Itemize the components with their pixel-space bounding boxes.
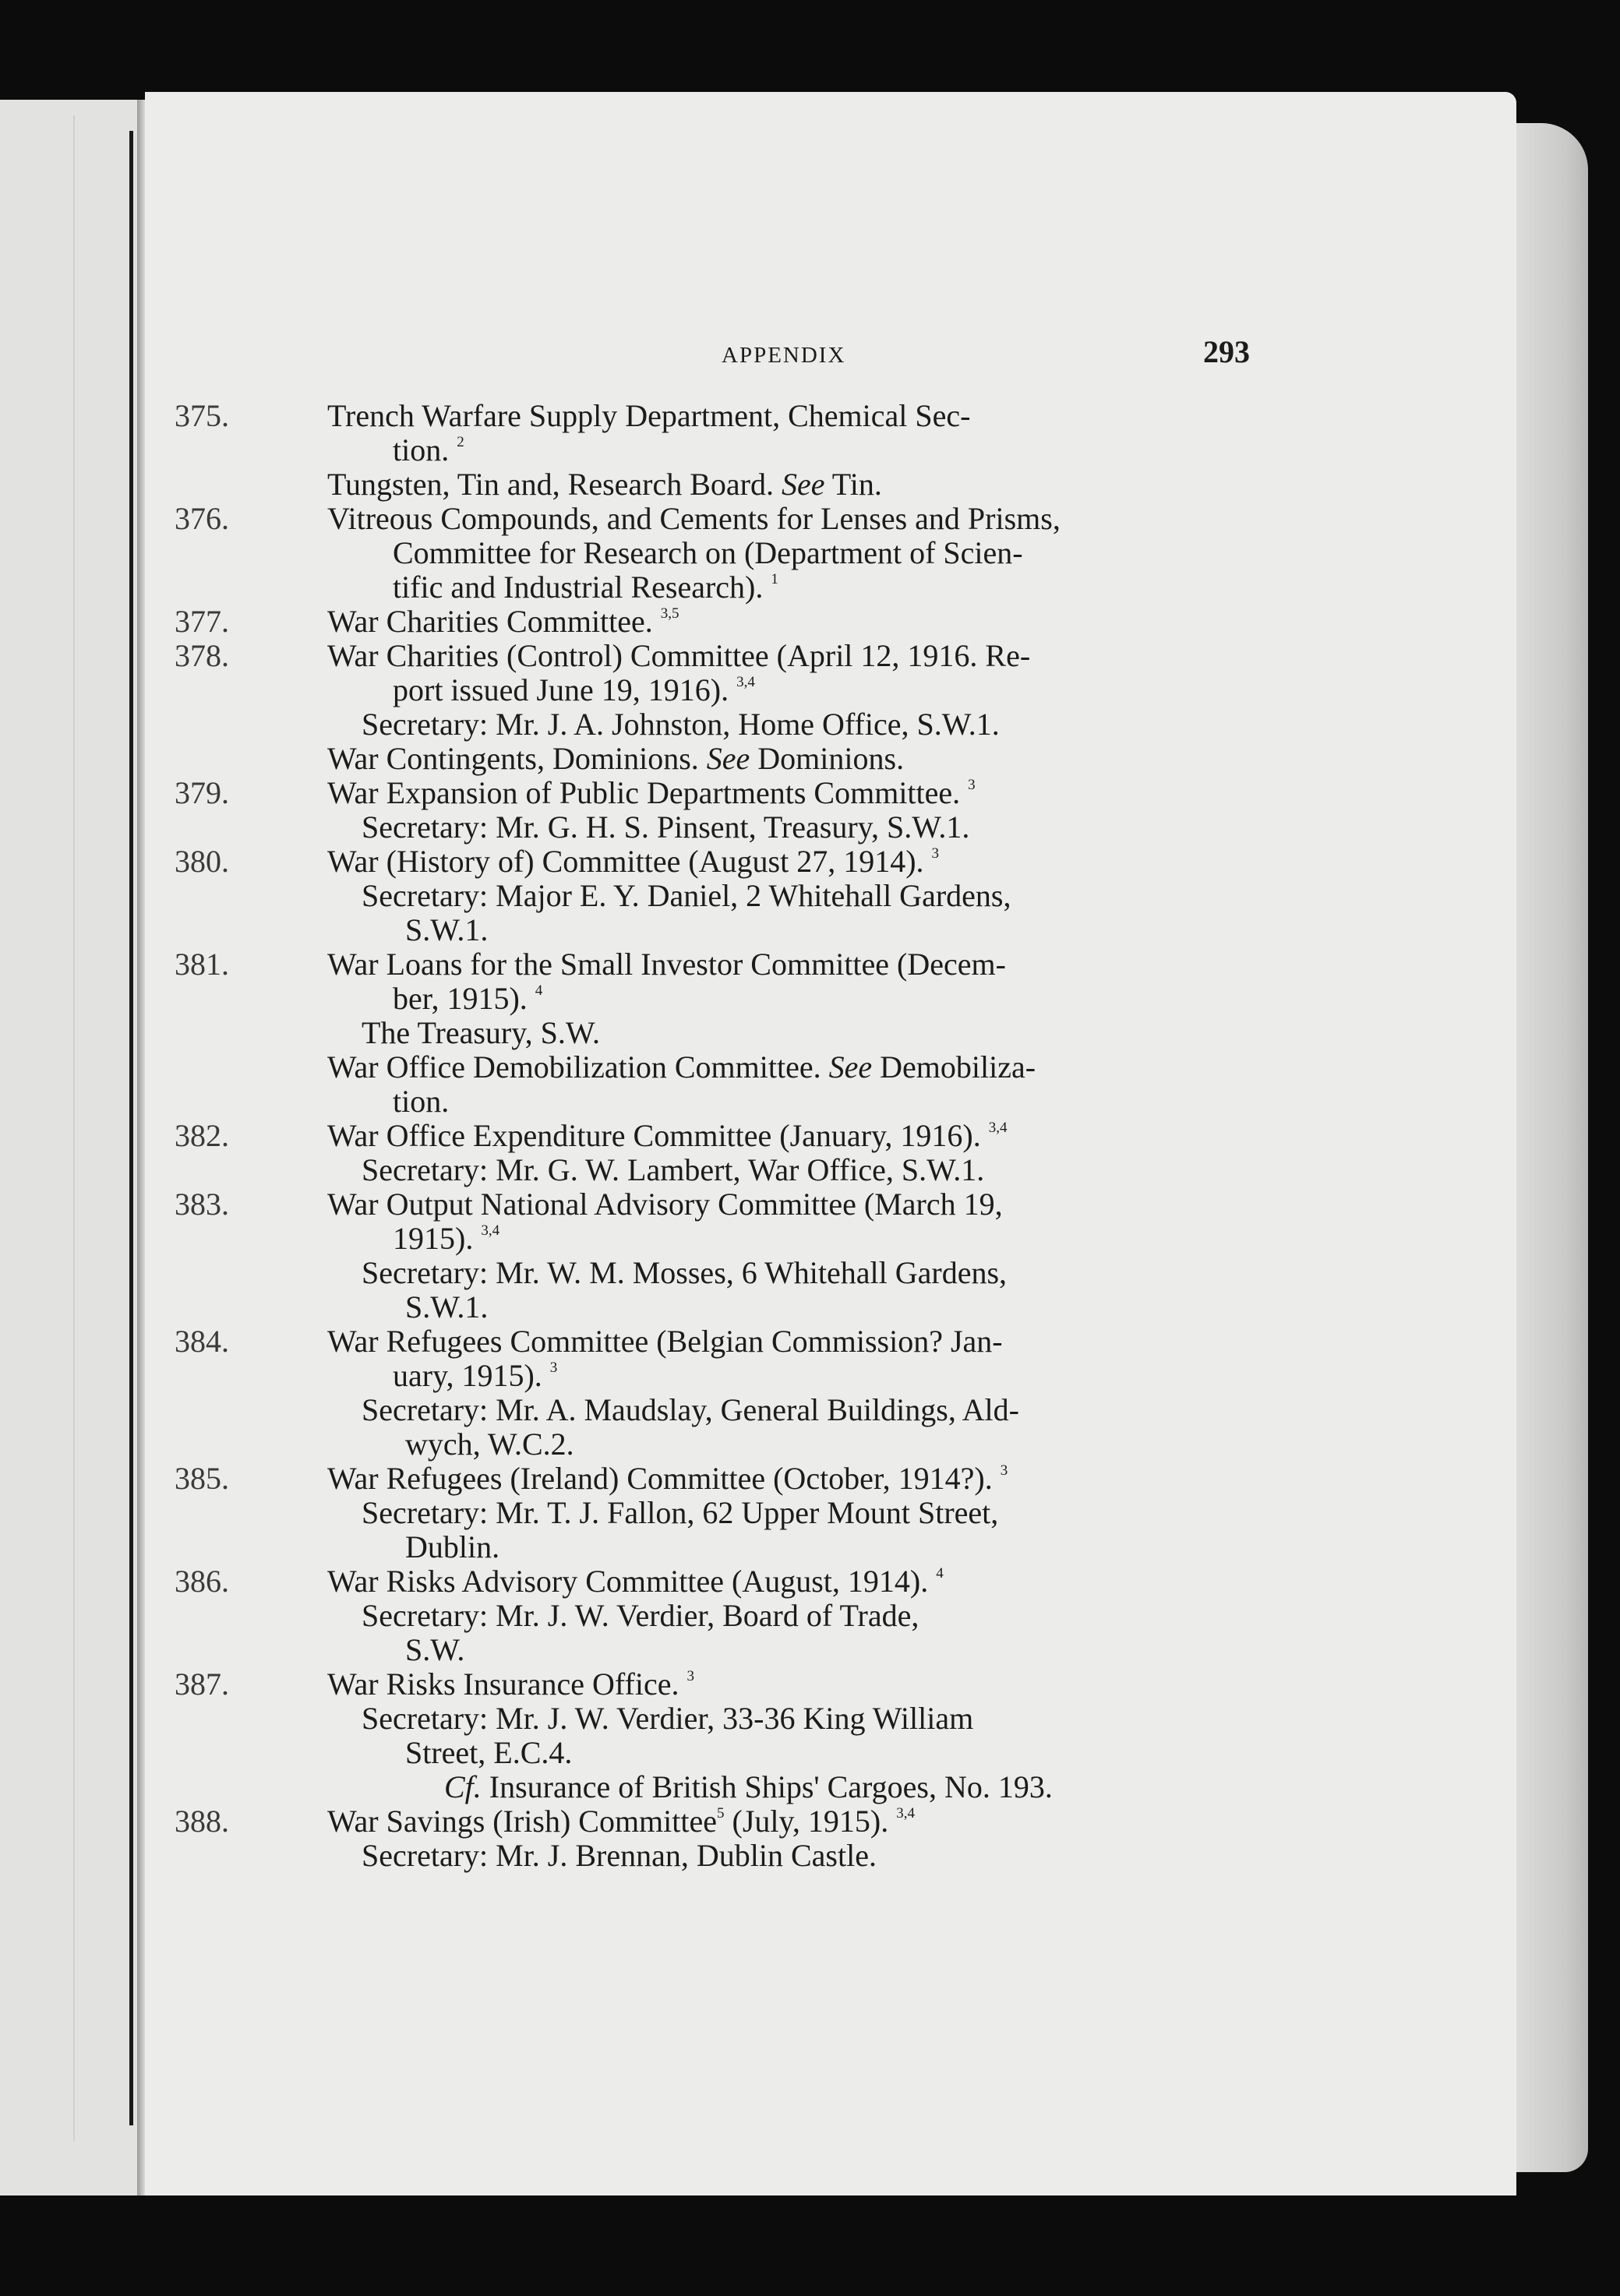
appendix-entry xyxy=(175,1187,1294,1324)
appendix-entry xyxy=(175,844,1294,947)
page-curl-edge xyxy=(1516,123,1588,2172)
footnote-ref: 5 xyxy=(717,1805,725,1822)
entry-number: 388. xyxy=(175,1804,229,1839)
entry-continuation-text: tion. xyxy=(393,1084,450,1119)
entry-number: 387. xyxy=(175,1666,229,1702)
appendix-entry xyxy=(175,1666,1294,1804)
footnote-ref: 3 xyxy=(968,777,976,793)
entry-title-line xyxy=(327,1119,1294,1153)
footnote-ref: 3,4 xyxy=(896,1805,916,1822)
footnote-ref: 3 xyxy=(686,1668,694,1684)
entry-continuation xyxy=(327,1222,1294,1256)
entry-title: War Contingents, Dominions. xyxy=(327,741,699,776)
see-reference: See xyxy=(706,741,750,776)
entry-title-line xyxy=(327,1564,1294,1599)
entry-title-line xyxy=(327,399,1294,433)
entry-title-line xyxy=(327,1050,1294,1085)
entry-date: (July, 1915). xyxy=(732,1804,889,1839)
secretary-line: Secretary: Mr. T. J. Fallon, 62 Upper Mount Street, xyxy=(362,1495,999,1530)
appendix-entry xyxy=(175,1804,1294,1873)
entry-title-line xyxy=(327,1804,1294,1839)
page-number: 293 xyxy=(1203,334,1250,369)
entry-continuation-text: port issued June 19, 1916). xyxy=(393,672,729,707)
appendix-entry xyxy=(175,947,1294,1050)
entry-number: 386. xyxy=(175,1564,229,1599)
entry-title-line xyxy=(327,845,1294,879)
entry-title: War Refugees (Ireland) Committee (October, 1914?). xyxy=(327,1461,993,1496)
entry-title: War Office Demobilization Committee. xyxy=(327,1049,821,1085)
footnote-ref: 4 xyxy=(936,1565,944,1582)
appendix-entry xyxy=(175,1461,1294,1564)
appendix-entry xyxy=(175,1324,1294,1462)
footnote-ref: 1 xyxy=(771,571,778,587)
entry-number: 378. xyxy=(175,638,229,673)
entry-title: Vitreous Compounds, and Cements for Lenses and Prisms, xyxy=(327,501,1061,536)
entry-number: 375. xyxy=(175,398,229,433)
cross-reference-entry xyxy=(327,467,1294,502)
appendix-entry xyxy=(175,604,1294,639)
entry-continuation xyxy=(327,673,1294,707)
entry-title: War Risks Insurance Office. xyxy=(327,1666,679,1702)
secretary-continuation: S.W.1. xyxy=(405,912,489,947)
appendix-entry xyxy=(175,501,1294,605)
running-head: APPENDIX xyxy=(722,343,846,368)
footnote-ref: 3 xyxy=(931,845,940,862)
entry-continuation-text: Committee for Research on (Department of Scien- xyxy=(393,535,1023,570)
entry-number: 382. xyxy=(175,1118,229,1153)
appendix-entry xyxy=(175,638,1294,742)
book-gutter xyxy=(137,100,145,2195)
entry-number: 376. xyxy=(175,501,229,536)
entry-title-line xyxy=(327,1667,1294,1702)
entry-title: War (History of) Committee (August 27, 1914). xyxy=(327,844,924,879)
entry-continuation-text: 1915). xyxy=(393,1221,474,1256)
cf-label: Cf. xyxy=(444,1769,482,1804)
entry-title: War Risks Advisory Committee (August, 1914). xyxy=(327,1564,929,1599)
entry-title: War Output National Advisory Committee (March 19, xyxy=(327,1187,1003,1222)
footnote-ref: 4 xyxy=(535,982,543,999)
entry-continuation-text: tific and Industrial Research). xyxy=(393,570,764,605)
appendix-entry xyxy=(175,398,1294,467)
footnote-ref: 3,5 xyxy=(660,605,679,622)
secretary-line: Secretary: Mr. J. W. Verdier, 33-36 King William xyxy=(362,1701,974,1736)
footnote-ref: 3,4 xyxy=(736,674,755,690)
entry-title: War Charities Committee. xyxy=(327,604,653,639)
entry-continuation-text: uary, 1915). xyxy=(393,1358,542,1393)
cf-text: Insurance of British Ships' Cargoes, No. 193. xyxy=(489,1769,1053,1804)
secretary-line: Secretary: Mr. G. H. S. Pinsent, Treasury, S.W.1. xyxy=(362,809,970,845)
secretary-line: The Treasury, S.W. xyxy=(362,1015,600,1050)
secretary-line: Secretary: Mr. J. Brennan, Dublin Castle. xyxy=(362,1838,877,1873)
secretary-continuation: Dublin. xyxy=(405,1529,500,1564)
secretary-continuation: Street, E.C.4. xyxy=(405,1735,573,1770)
compare-reference xyxy=(327,1770,1294,1804)
see-target: Tin. xyxy=(831,467,882,502)
secretary-line: Secretary: Mr. J. W. Verdier, Board of Trade, xyxy=(362,1598,919,1633)
see-target: Dominions. xyxy=(757,741,905,776)
footnote-ref: 2 xyxy=(457,434,464,450)
entry-number: 380. xyxy=(175,844,229,879)
see-target: Demobiliza- xyxy=(880,1049,1036,1085)
entry-title: War Expansion of Public Departments Committee. xyxy=(327,775,961,810)
secretary-line: Secretary: Mr. J. A. Johnston, Home Office, S.W.1. xyxy=(362,707,1000,742)
entry-number: 377. xyxy=(175,604,229,639)
appendix-entry-list xyxy=(175,398,1294,1873)
footnote-ref: 3 xyxy=(549,1360,558,1376)
entry-title: Trench Warfare Supply Department, Chemical Sec- xyxy=(327,398,971,433)
entry-title-line xyxy=(327,467,1294,502)
entry-number: 381. xyxy=(175,947,229,982)
secretary-line: Secretary: Major E. Y. Daniel, 2 Whitehall Gardens, xyxy=(362,878,1011,913)
entry-title: War Savings (Irish) Committee xyxy=(327,1804,718,1839)
facing-page-edge xyxy=(0,100,137,2195)
entry-title: War Charities (Control) Committee (April 12, 1916. Re- xyxy=(327,638,1031,673)
footnote-ref: 3,4 xyxy=(481,1222,500,1239)
entry-continuation-text: ber, 1915). xyxy=(393,981,528,1016)
entry-continuation xyxy=(327,570,1294,605)
entry-title-line xyxy=(327,776,1294,810)
entry-title-line xyxy=(327,1462,1294,1496)
entry-number: 383. xyxy=(175,1187,229,1222)
secretary-continuation: wych, W.C.2. xyxy=(405,1427,574,1462)
appendix-entry xyxy=(175,775,1294,845)
entry-title-line xyxy=(327,605,1294,639)
secretary-continuation: S.W.1. xyxy=(405,1289,489,1324)
cross-reference-entry xyxy=(327,1050,1294,1119)
secretary-continuation: S.W. xyxy=(405,1632,465,1667)
footnote-ref: 3,4 xyxy=(988,1120,1008,1136)
entry-continuation-text: tion. xyxy=(393,432,450,467)
entry-continuation xyxy=(327,982,1294,1016)
secretary-line: Secretary: Mr. G. W. Lambert, War Office, S.W.1. xyxy=(362,1152,985,1187)
entry-number: 384. xyxy=(175,1324,229,1359)
entry-continuation xyxy=(327,433,1294,467)
secretary-line: Secretary: Mr. W. M. Mosses, 6 Whitehall Gardens, xyxy=(362,1255,1008,1290)
appendix-entry xyxy=(175,1118,1294,1187)
appendix-entry xyxy=(175,1564,1294,1667)
entry-title: Tungsten, Tin and, Research Board. xyxy=(327,467,774,502)
secretary-line: Secretary: Mr. A. Maudslay, General Buildings, Ald- xyxy=(362,1392,1019,1427)
entry-title: War Loans for the Small Investor Committee (Decem- xyxy=(327,947,1006,982)
see-reference: See xyxy=(781,467,825,502)
cross-reference-entry xyxy=(327,742,1294,776)
entry-title-line xyxy=(327,742,1294,776)
entry-title: War Office Expenditure Committee (January, 1916). xyxy=(327,1118,981,1153)
entry-title: War Refugees Committee (Belgian Commission? Jan- xyxy=(327,1324,1003,1359)
footnote-ref: 3 xyxy=(1000,1462,1008,1479)
see-reference: See xyxy=(828,1049,873,1085)
entry-continuation xyxy=(327,1359,1294,1393)
entry-number: 385. xyxy=(175,1461,229,1496)
entry-number: 379. xyxy=(175,775,229,810)
